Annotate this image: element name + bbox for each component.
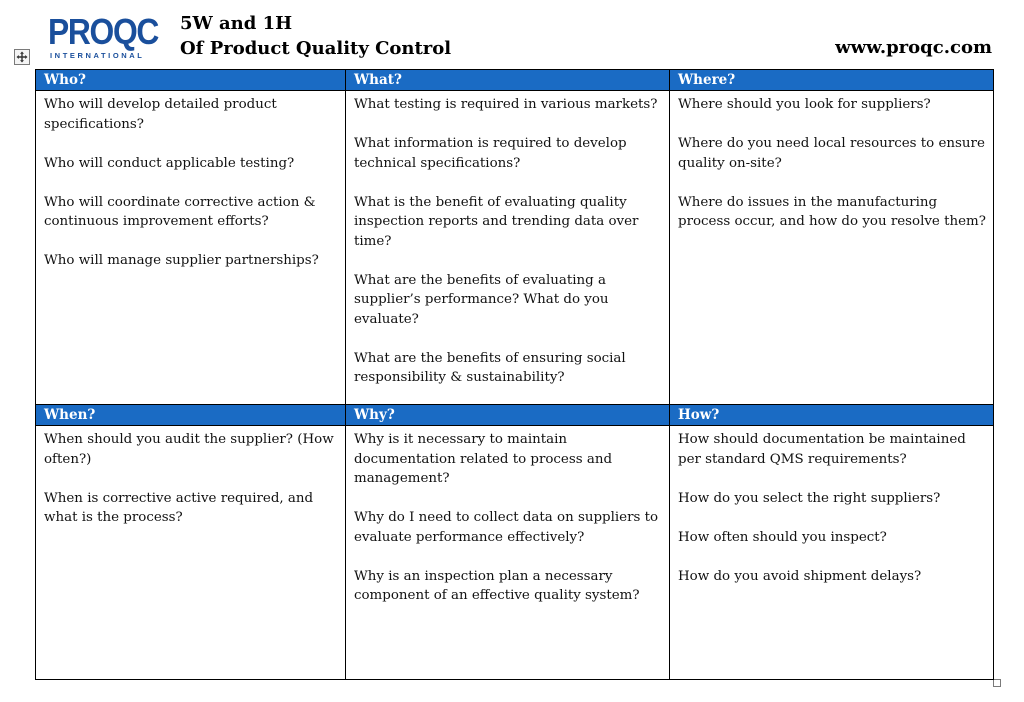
table-move-handle[interactable] <box>14 49 30 65</box>
question-text: Where do issues in the manufacturing process occur, and how do you resolve them? <box>678 194 986 229</box>
question-text: Why do I need to collect data on suppliers to evaluate performance effectively? <box>354 510 659 545</box>
question-text: When is corrective active required, and what is the process? <box>44 490 314 525</box>
question-text: Where do you need local resources to ensure quality on-site? <box>678 136 985 171</box>
question-text: What is the benefit of evaluating quality inspection reports and trending data over time? <box>354 194 639 249</box>
table-resize-handle[interactable] <box>993 679 1001 687</box>
who-cell[interactable] <box>36 91 346 405</box>
question-text: What are the benefits of evaluating a supplier’s performance? What do you evaluate? <box>354 272 609 327</box>
logo-subtext: INTERNATIONAL <box>50 51 145 60</box>
question-text: Where should you look for suppliers? <box>678 97 931 112</box>
what-cell[interactable] <box>346 91 670 405</box>
question-text: When should you audit the supplier? (How often?) <box>44 432 334 467</box>
logo-wordmark-icon <box>48 12 160 52</box>
question-text: Who will conduct applicable testing? <box>44 155 295 171</box>
question-text: Who will manage supplier partnerships? <box>44 253 319 268</box>
title-line-1: 5W and 1H <box>180 13 293 34</box>
when-cell[interactable] <box>36 426 346 680</box>
how-cell[interactable] <box>670 426 994 680</box>
website-url: www.proqc.com <box>835 37 992 58</box>
where-cell[interactable] <box>670 91 994 405</box>
title-line-2: Of Product Quality Control <box>180 38 452 59</box>
how-heading: How? <box>670 405 994 426</box>
content-row-top <box>36 91 994 405</box>
why-heading: Why? <box>346 405 670 426</box>
question-text: What information is required to develop technical specifications? <box>354 136 627 171</box>
what-heading: What? <box>346 70 670 91</box>
who-heading: Who? <box>36 70 346 91</box>
question-text: How do you select the right suppliers? <box>678 490 941 506</box>
move-arrows-icon <box>16 51 28 63</box>
content-row-bottom <box>36 426 994 680</box>
where-heading: Where? <box>670 70 994 91</box>
question-text: Who will develop detailed product specifications? <box>44 97 277 132</box>
five-w-one-h-table <box>35 69 994 680</box>
logo-wordmark: PROQC <box>48 11 160 52</box>
when-heading: When? <box>36 405 346 426</box>
question-text: How do you avoid shipment delays? <box>678 568 922 584</box>
question-text: How often should you inspect? <box>678 529 887 545</box>
document-title <box>180 11 451 61</box>
header-row-top <box>36 70 994 91</box>
question-text: What are the benefits of ensuring social responsibility & sustainability? <box>354 350 626 385</box>
question-text: Why is an inspection plan a necessary component of an effective quality system? <box>354 568 640 603</box>
proqc-logo <box>48 12 160 62</box>
question-text: Who will coordinate corrective action & continuous improvement efforts? <box>44 194 316 229</box>
question-text: What testing is required in various markets? <box>354 97 658 112</box>
why-cell[interactable] <box>346 426 670 680</box>
question-text: Why is it necessary to maintain documentation related to process and management? <box>354 432 613 486</box>
question-text: How should documentation be maintained per standard QMS requirements? <box>678 432 966 467</box>
header-row-bottom <box>36 405 994 426</box>
